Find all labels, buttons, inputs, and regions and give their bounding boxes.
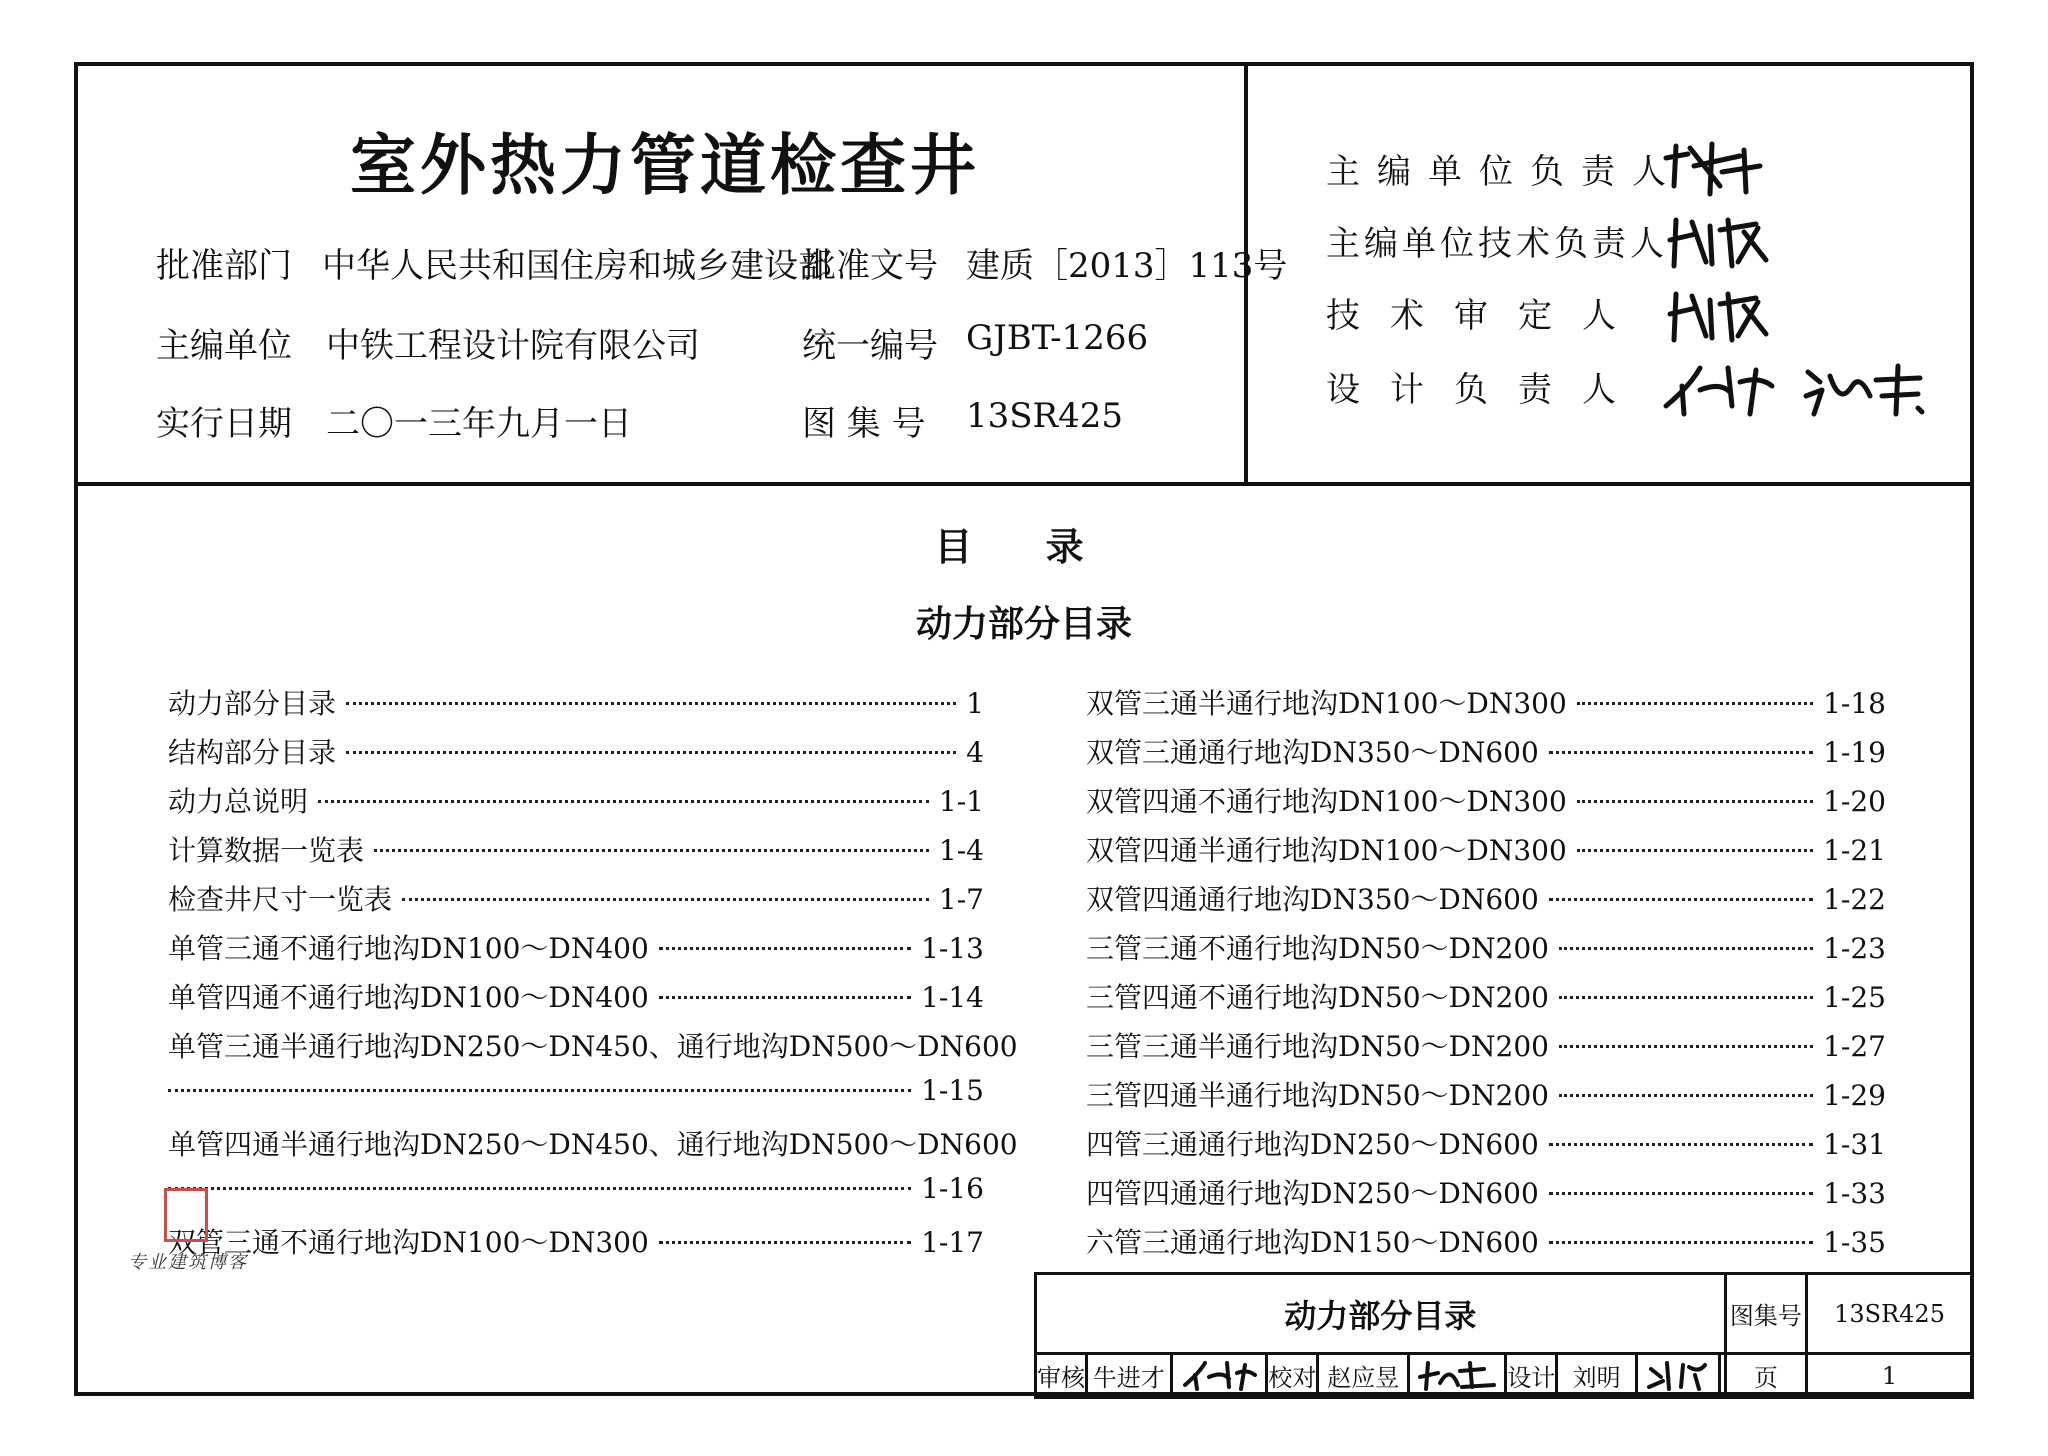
toc-entry[interactable]: 双管三通不通行地沟DN100～DN300 1-17 [168, 1226, 984, 1259]
design-label: 设计 [1506, 1354, 1557, 1398]
signature-chief-editor-head [1660, 136, 1770, 200]
toc-entry[interactable]: 动力部分目录 1 [168, 687, 984, 720]
editor-unit-label: 主编单位 [156, 326, 292, 366]
signature-tech-reviewer [1666, 284, 1776, 346]
unified-no-value: GJBT-1266 [966, 318, 1149, 358]
toc-entry[interactable]: 检查井尺寸一览表 1-7 [168, 883, 984, 916]
editor-unit-value: 中铁工程设计院有限公司 [326, 326, 700, 366]
toc-entry[interactable]: 动力总说明 1-1 [168, 785, 984, 818]
page-label: 页 [1725, 1354, 1806, 1398]
reviewer-name: 牛进才 [1087, 1354, 1172, 1398]
title-block-title: 动力部分目录 [1036, 1274, 1726, 1354]
document-title: 室外热力管道检查井 [350, 127, 980, 204]
toc-heading: 目 录 [934, 525, 1114, 569]
toc-subheading: 动力部分目录 [915, 604, 1132, 645]
title-block-atlas-label: 图集号 [1725, 1274, 1806, 1354]
atlas-no-value: 13SR425 [966, 396, 1124, 436]
signatory-role-3: 技术审定人 [1326, 296, 1646, 336]
watermark-text: 专业建筑博客 [128, 1252, 248, 1273]
designer-name: 刘明 [1557, 1354, 1637, 1398]
header-divider-horizontal [74, 482, 1974, 486]
title-block-atlas-value: 13SR425 [1807, 1274, 1973, 1354]
approval-dept-label: 批准部门 [156, 246, 292, 286]
reviewer-signature [1171, 1354, 1267, 1398]
check-label: 校对 [1267, 1354, 1318, 1398]
signatory-role-4: 设计负责人 [1326, 370, 1646, 410]
designer-signature [1636, 1354, 1719, 1398]
toc-entry[interactable]: 双管四通不通行地沟DN100～DN300 1-20 [1086, 785, 1886, 818]
signatory-role-1: 主编单位负责人 [1326, 152, 1683, 192]
toc-entry[interactable]: 四管三通通行地沟DN250～DN600 1-31 [1086, 1128, 1886, 1161]
review-label: 审核 [1036, 1354, 1087, 1398]
approval-doc-value: 建质［2013］113号 [966, 246, 1288, 286]
signature-design-head-1 [1660, 356, 1780, 420]
watermark-seal-icon [164, 1188, 208, 1242]
toc-entry-continuation[interactable]: 1-16 [168, 1172, 984, 1212]
signatory-role-2: 主编单位技术负责人 [1326, 224, 1668, 264]
toc-entry[interactable]: 单管四通不通行地沟DN100～DN400 1-14 [168, 981, 984, 1014]
toc-entry[interactable]: 六管三通通行地沟DN150～DN600 1-35 [1086, 1226, 1886, 1259]
toc-entry[interactable]: 双管三通通行地沟DN350～DN600 1-19 [1086, 736, 1886, 769]
unified-no-label: 统一编号 [802, 326, 938, 366]
page-value: 1 [1807, 1354, 1973, 1398]
toc-entry[interactable]: 双管三通半通行地沟DN100～DN300 1-18 [1086, 687, 1886, 720]
toc-entry-continuation[interactable]: 1-15 [168, 1074, 984, 1114]
toc-entry[interactable]: 三管四通半通行地沟DN50～DN200 1-29 [1086, 1079, 1886, 1112]
toc-entry[interactable]: 单管三通不通行地沟DN100～DN400 1-13 [168, 932, 984, 965]
toc-entry[interactable]: 单管三通半通行地沟DN250～DN450、通行地沟DN500～DN600 [168, 1030, 1018, 1063]
checker-name: 赵应昱 [1318, 1354, 1409, 1398]
toc-entry[interactable]: 三管三通不通行地沟DN50～DN200 1-23 [1086, 932, 1886, 965]
signature-design-head-2 [1800, 356, 1930, 420]
toc-entry[interactable]: 三管三通半通行地沟DN50～DN200 1-27 [1086, 1030, 1886, 1063]
approval-dept-value: 中华人民共和国住房和城乡建设部 [322, 246, 832, 286]
toc-entry[interactable]: 双管四通半通行地沟DN100～DN300 1-21 [1086, 834, 1886, 867]
title-block [1034, 1272, 1974, 1399]
checker-signature [1409, 1354, 1506, 1398]
effective-date-value: 二〇一三年九月一日 [326, 404, 632, 444]
toc-entry[interactable]: 四管四通通行地沟DN250～DN600 1-33 [1086, 1177, 1886, 1210]
approval-doc-label: 批准文号 [802, 246, 938, 286]
atlas-no-label: 图 集 号 [802, 404, 926, 444]
toc-entry[interactable]: 结构部分目录 4 [168, 736, 984, 769]
toc-entry[interactable]: 计算数据一览表 1-4 [168, 834, 984, 867]
toc-entry[interactable]: 双管四通通行地沟DN350～DN600 1-22 [1086, 883, 1886, 916]
signature-tech-head [1666, 210, 1776, 272]
toc-entry[interactable]: 三管四通不通行地沟DN50～DN200 1-25 [1086, 981, 1886, 1014]
toc-entry[interactable]: 单管四通半通行地沟DN250～DN450、通行地沟DN500～DN600 [168, 1128, 1018, 1161]
effective-date-label: 实行日期 [156, 404, 292, 444]
